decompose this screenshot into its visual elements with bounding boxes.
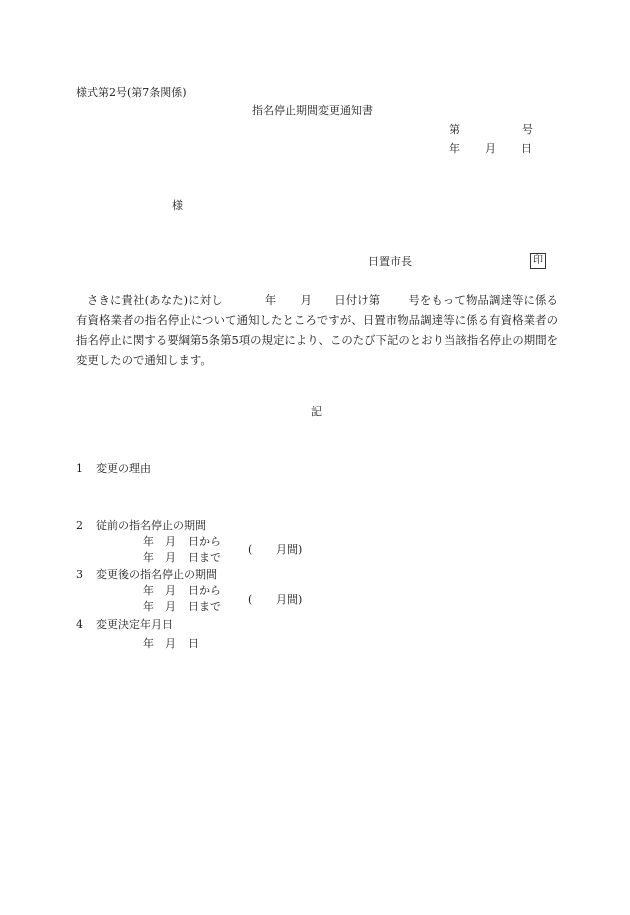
- doc-date-day: 日: [521, 142, 532, 155]
- item3-to-day: 日まで: [188, 600, 221, 613]
- sender-name: 日置市長: [368, 255, 412, 268]
- ki-label: 記: [311, 405, 322, 418]
- item4-day: 日: [188, 637, 199, 650]
- body-part1: さきに貴社(あなた)に対し: [87, 293, 223, 307]
- item2-from-year: 年: [143, 535, 154, 548]
- item2-label: 従前の指名停止の期間: [96, 519, 206, 532]
- item2-paren-open: (: [248, 543, 253, 556]
- item3-from-year: 年: [143, 584, 154, 597]
- body-year: 年: [264, 293, 277, 307]
- item3-from-month: 月: [165, 584, 176, 597]
- doc-date-year: 年: [449, 142, 460, 155]
- item3-months: 月間): [276, 593, 303, 606]
- item3-from-day: 日から: [188, 584, 221, 597]
- item4-label: 変更決定年月日: [96, 618, 173, 631]
- doc-number-go: 号: [522, 123, 533, 136]
- item2-to-month: 月: [165, 551, 176, 564]
- item2-to-year: 年: [143, 551, 154, 564]
- item3-to-year: 年: [143, 600, 154, 613]
- form-label: 様式第2号(第7条関係): [76, 86, 187, 99]
- body-part2: 号をもって物品調達等に係る有資格業者の指名停止について通知したところですが、日置市物品調達等に係る有資格業者の指名停止に関する要綱第5条第5項の規定により、このたび下記のとおり当該指名停止の期間を変更したので通知します。: [76, 293, 558, 367]
- body-day-dated: 日付け第: [334, 293, 381, 307]
- item3-paren-open: (: [248, 593, 253, 606]
- item4-number: 4: [76, 618, 83, 631]
- doc-date-month: 月: [485, 142, 496, 155]
- item3-to-month: 月: [165, 600, 176, 613]
- document-title: 指名停止期間変更通知書: [252, 104, 373, 117]
- item1-label: 変更の理由: [96, 462, 151, 475]
- item4-year: 年: [143, 637, 154, 650]
- item2-months: 月間): [276, 543, 303, 556]
- item3-label: 変更後の指名停止の期間: [96, 568, 217, 581]
- item2-from-month: 月: [165, 535, 176, 548]
- item1-number: 1: [76, 462, 83, 475]
- addressee-sama: 様: [172, 199, 183, 212]
- item4-month: 月: [165, 637, 176, 650]
- item2-number: 2: [76, 519, 83, 532]
- item3-number: 3: [76, 568, 83, 581]
- doc-number-dai: 第: [449, 123, 460, 136]
- seal-stamp: 印: [530, 253, 546, 269]
- item2-from-day: 日から: [188, 535, 221, 548]
- item2-to-day: 日まで: [188, 551, 221, 564]
- body-paragraph: [76, 290, 558, 370]
- body-month: 月: [300, 293, 313, 307]
